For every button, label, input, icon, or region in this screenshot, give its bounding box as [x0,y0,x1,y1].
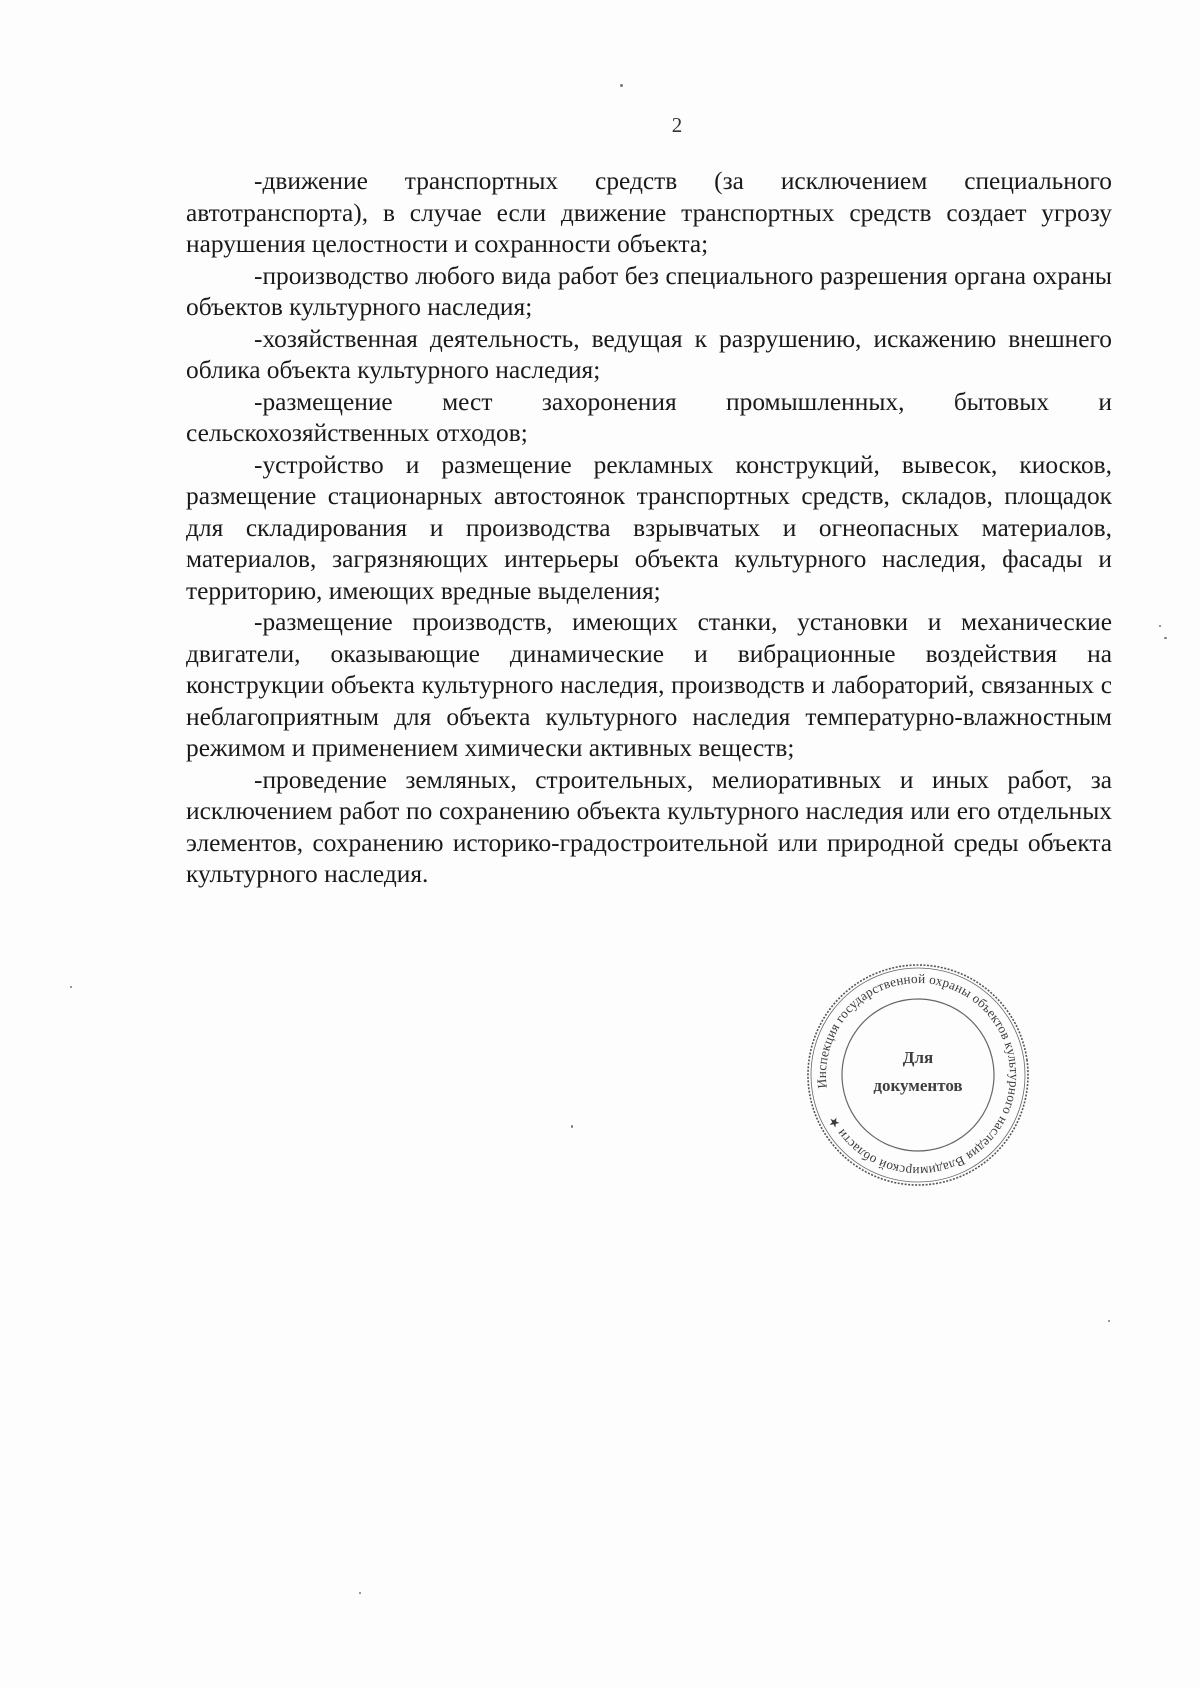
paragraph-advertising-structures: -устройство и размещение рекламных конструкций, вывесок, киосков, размещение стационарных автостоянок транспортных средств, складов, площадок для складирования и производства взрывчатых и огнеопасных материалов, материалов, загрязняющих интерьеры объекта культурного наследия, фасады и территорию, имеющих вредные выделения; [186,450,1112,605]
scan-speck [70,986,72,988]
seal-inner-ring [832,989,1004,1161]
seal-ring-text-path: Инспекция государственной охраны объектов культурного наследия Владимирской области ★ [813,970,1023,1180]
seal-center-line-2: документов [873,1076,963,1095]
seal-outer-ring-inner-line [803,960,1033,1190]
page-number: 2 [671,113,683,137]
paragraph-vehicle-movement: -движение транспортных средств (за исключением специального автотранспорта), в случае если движение транспортных средств создает угрозу нарушения целостности и сохранности объекта; [186,167,1112,258]
seal-center-line-1: Для [902,1048,934,1067]
seal-ring-text [803,960,1033,1190]
official-seal-stamp [803,960,1033,1190]
scan-speck [620,84,623,87]
paragraph-earthworks: -проведение земляных, строительных, мелиоративных и иных работ, за исключением работ по сохранению объекта культурного наследия или его отдельных элементов, сохранению историко-градостроительной или природной среды объекта культурного наследия. [186,765,1112,888]
scan-speck [1108,1320,1110,1322]
paragraph-economic-activity: -хозяйственная деятельность, ведущая к разрушению, искажению внешнего облика объекта культурного наследия; [186,324,1112,384]
seal-outer-ring [803,960,1033,1190]
paragraph-works-without-permit: -производство любого вида работ без специального разрешения органа охраны объектов культурного наследия; [186,261,1112,321]
document-body [186,166,1112,891]
scan-speck [1159,625,1161,627]
scan-speck [571,1125,573,1128]
paragraph-waste-disposal: -размещение мест захоронения промышленных, бытовых и сельскохозяйственных отходов; [186,387,1112,447]
paragraph-production-facilities: -размещение производств, имеющих станки, установки и механические двигатели, оказывающие динамические и вибрационные воздействия на конструкции объекта культурного наследия, производств и лабораторий, связанных с неблагоприятным для объекта культурного наследия температурно-влажностным режимом и применением химически активных веществ; [186,608,1112,762]
scan-speck [1164,637,1167,639]
scan-speck [359,1592,361,1594]
seal-graphic [803,960,1033,1190]
